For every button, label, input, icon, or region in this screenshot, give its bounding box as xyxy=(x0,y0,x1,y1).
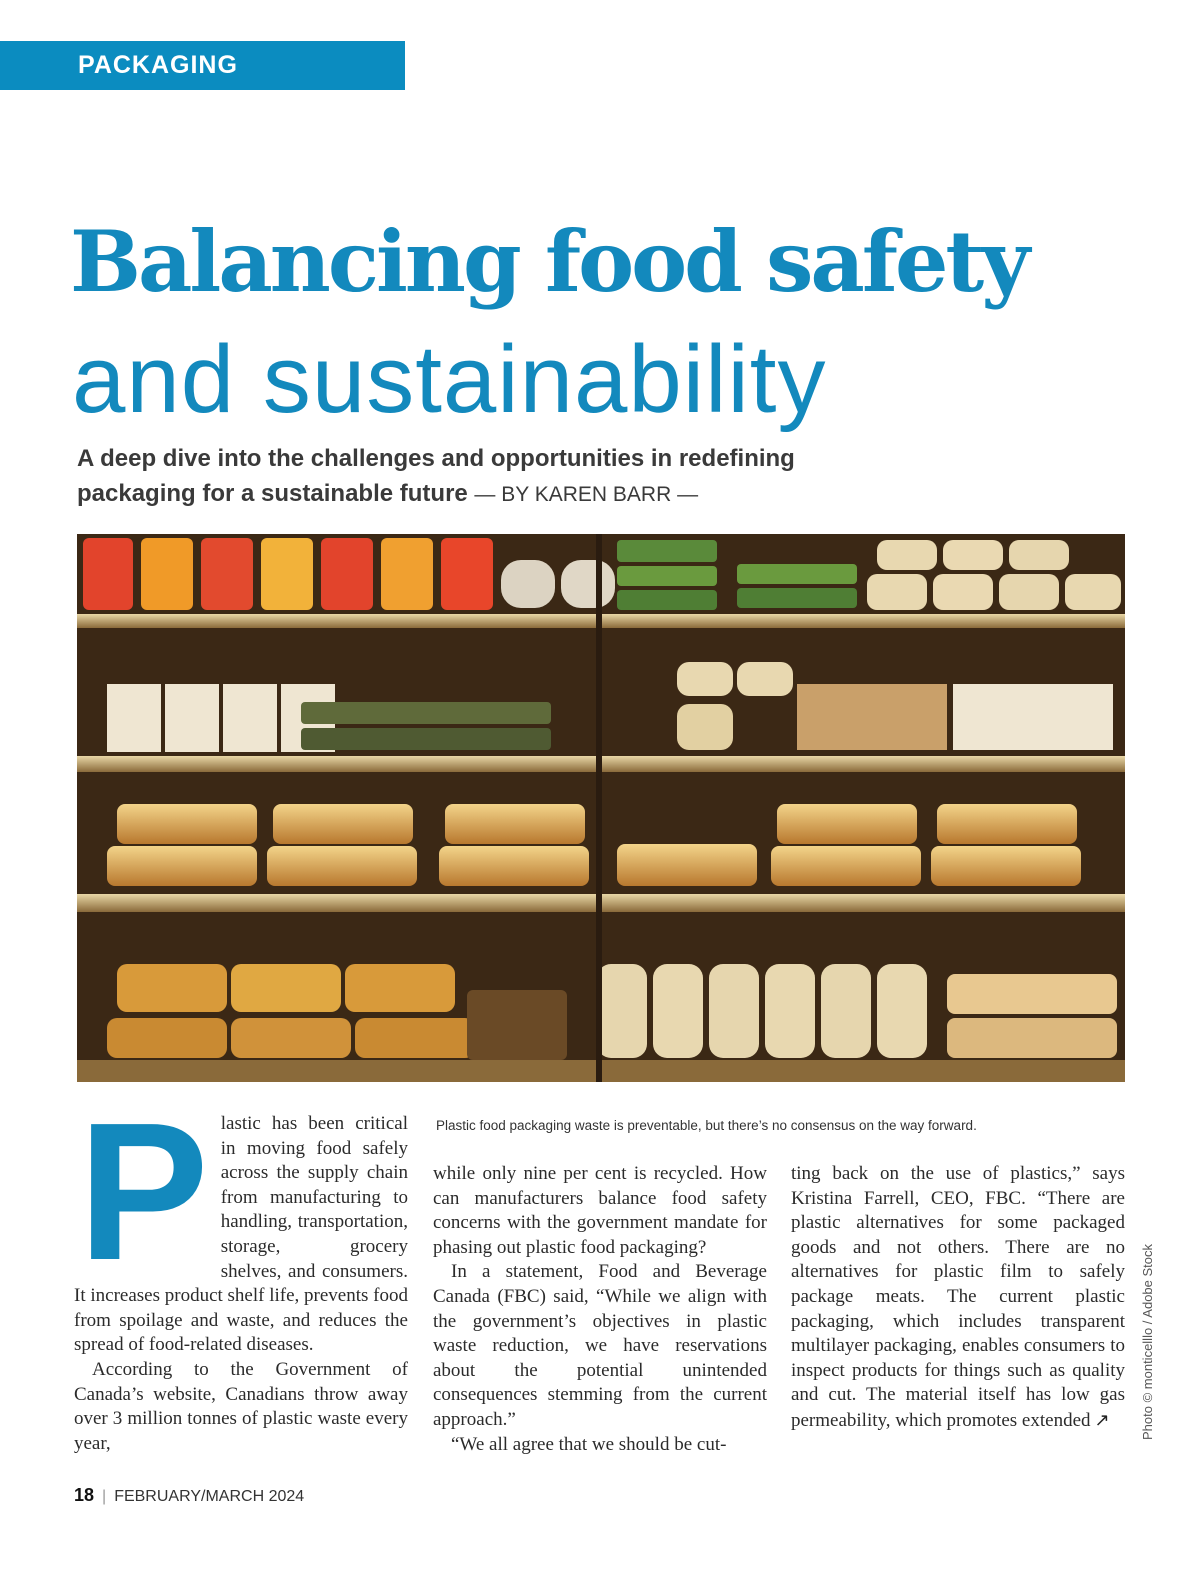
body-paragraph: According to the Government of Canada’s website, Canadians throw away over 3 million tonnes of plastic waste every year, xyxy=(74,1358,408,1454)
headline-line-1: Balancing food safety xyxy=(70,212,1028,311)
body-paragraph: “We all agree that we should be cut- xyxy=(451,1433,727,1455)
body-paragraph: In a statement, Food and Beverage Canada (FBC) said, “While we align with the government’s objectives in plastic waste reduction, we have reservations about the potential unintended consequences stemming from the current approach.” xyxy=(433,1261,767,1430)
body-column-3 xyxy=(791,1162,1125,1434)
body-paragraph: while only nine per cent is recycled. How can manufacturers balance food safety concerns with the government mandate for phasing out plastic food packaging? xyxy=(433,1163,767,1258)
body-paragraph: lastic has been critical in moving food safely across the supply chain from manufacturing to handling, transportation, storage, grocery shelves, and consumers. It increases product shelf life, prevents food from spoilage and waste, and reduces the spread of food-related diseases. xyxy=(74,1113,408,1356)
folio-divider: | xyxy=(102,1488,107,1505)
section-label: PACKAGING xyxy=(78,51,238,79)
headline-line-2: and sustainability xyxy=(72,326,827,433)
bottom-row-packs xyxy=(107,964,1117,1060)
photo-caption: Plastic food packaging waste is preventable, but there’s no consensus on the way forward. xyxy=(436,1118,977,1133)
folio xyxy=(74,1485,304,1506)
page-number: 18 xyxy=(74,1485,95,1505)
deck-line-1: A deep dive into the challenges and opportunities in redefining xyxy=(77,445,795,472)
issue-date: FEBRUARY/MARCH 2024 xyxy=(114,1488,305,1505)
body-paragraph: ting back on the use of plastics,” says Kristina Farrell, CEO, FBC. “There are plastic alternatives for some packaged goods and not others. There are no alternatives for plastic film to safely package meats. The current plastic packaging, which includes transparent multilayer packaging, enables consumers to inspect products for things such as quality and cut. The material itself has low gas permeability, which promotes extended xyxy=(791,1163,1125,1431)
deck xyxy=(77,441,877,512)
deck-line-2: packaging for a sustainable future xyxy=(77,480,468,507)
section-banner xyxy=(0,41,405,90)
case-divider xyxy=(596,534,602,1082)
drop-cap: P xyxy=(78,1082,209,1301)
photo-illustration xyxy=(77,534,1125,1082)
body-column-1 xyxy=(74,1082,408,1456)
food-display-case-photo xyxy=(77,534,1125,1082)
byline: — BY KAREN BARR — xyxy=(474,483,699,506)
body-column-2 xyxy=(433,1162,767,1457)
continue-arrow-icon: ↗ xyxy=(1094,1409,1110,1430)
photo-credit xyxy=(1140,1200,1160,1440)
photo-credit-text: Photo © monticelllo / Adobe Stock xyxy=(1140,1243,1155,1440)
